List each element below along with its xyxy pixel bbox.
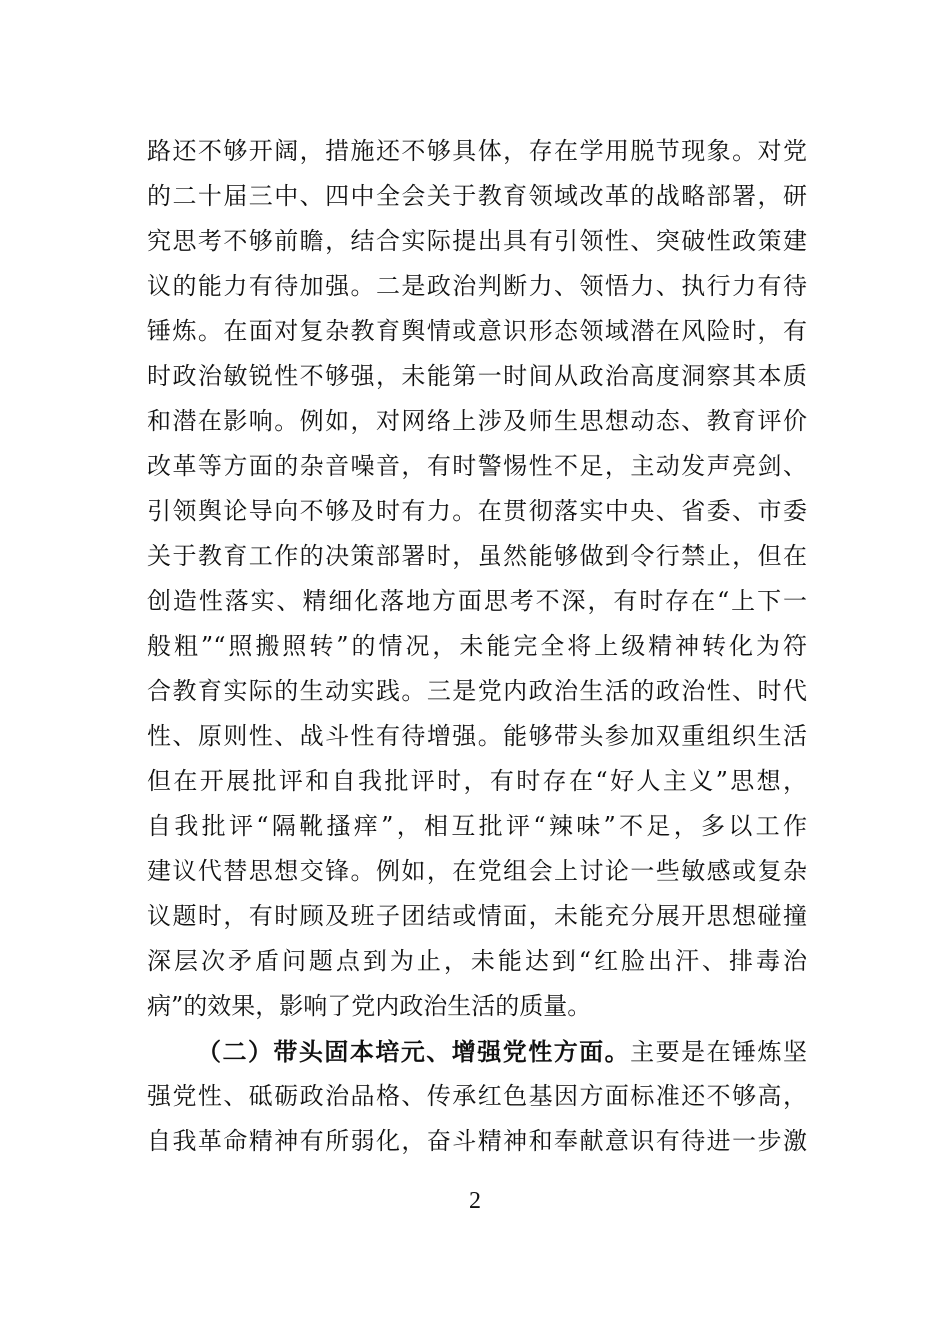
text-line: 自我革命精神有所弱化，奋斗精神和奉献意识有待进一步激 bbox=[147, 1127, 807, 1155]
text-line: 关于教育工作的决策部署时，虽然能够做到令行禁止，但在 bbox=[147, 542, 807, 570]
text-line: 自我批评“隔靴搔痒”，相互批评“辣味”不足，多以工作 bbox=[147, 812, 807, 840]
text-line: 引领舆论导向不够及时有力。在贯彻落实中央、省委、市委 bbox=[147, 497, 807, 525]
text-line: 究思考不够前瞻，结合实际提出具有引领性、突破性政策建 bbox=[147, 227, 807, 255]
text-line: 锤炼。在面对复杂教育舆情或意识形态领域潜在风险时，有 bbox=[147, 317, 807, 345]
text-line: 强党性、砥砺政治品格、传承红色基因方面标准还不够高， bbox=[147, 1082, 807, 1110]
text-line: 建议代替思想交锋。例如，在党组会上讨论一些敏感或复杂 bbox=[147, 857, 807, 885]
text-line: 性、原则性、战斗性有待增强。能够带头参加双重组织生活 bbox=[147, 722, 807, 750]
text-line: 深层次矛盾问题点到为止，未能达到“红脸出汗、排毒治 bbox=[147, 947, 807, 975]
page-number: 2 bbox=[469, 1188, 481, 1214]
text-line: 议的能力有待加强。二是政治判断力、领悟力、执行力有待 bbox=[147, 272, 807, 300]
text-line: 路还不够开阔，措施还不够具体，存在学用脱节现象。对党 bbox=[147, 137, 807, 165]
section-heading: （二）带头固本培元、增强党性方面。 bbox=[197, 1037, 631, 1066]
text-line: 创造性落实、精细化落地方面思考不深，有时存在“上下一 bbox=[147, 587, 807, 615]
text-line: 的二十届三中、四中全会关于教育领域改革的战略部署，研 bbox=[147, 182, 807, 210]
text-line: 病”的效果，影响了党内政治生活的质量。 bbox=[147, 992, 592, 1020]
text-span: 主要是在锤炼坚 bbox=[630, 1038, 807, 1066]
text-line: 但在开展批评和自我批评时，有时存在“好人主义”思想， bbox=[147, 767, 807, 795]
text-line: 般粗”“照搬照转”的情况，未能完全将上级精神转化为符 bbox=[147, 632, 807, 660]
text-line bbox=[147, 1029, 807, 1074]
text-line: 合教育实际的生动实践。三是党内政治生活的政治性、时代 bbox=[147, 677, 807, 705]
text-line: 议题时，有时顾及班子团结或情面，未能充分展开思想碰撞 bbox=[147, 902, 807, 930]
paragraph-1 bbox=[147, 129, 807, 1029]
text-line: 改革等方面的杂音噪音，有时警惕性不足，主动发声亮剑、 bbox=[147, 452, 807, 480]
paragraph-2 bbox=[147, 1029, 807, 1164]
document-body bbox=[147, 129, 807, 1164]
text-line: 和潜在影响。例如，对网络上涉及师生思想动态、教育评价 bbox=[147, 407, 807, 435]
text-line: 时政治敏锐性不够强，未能第一时间从政治高度洞察其本质 bbox=[147, 362, 807, 390]
